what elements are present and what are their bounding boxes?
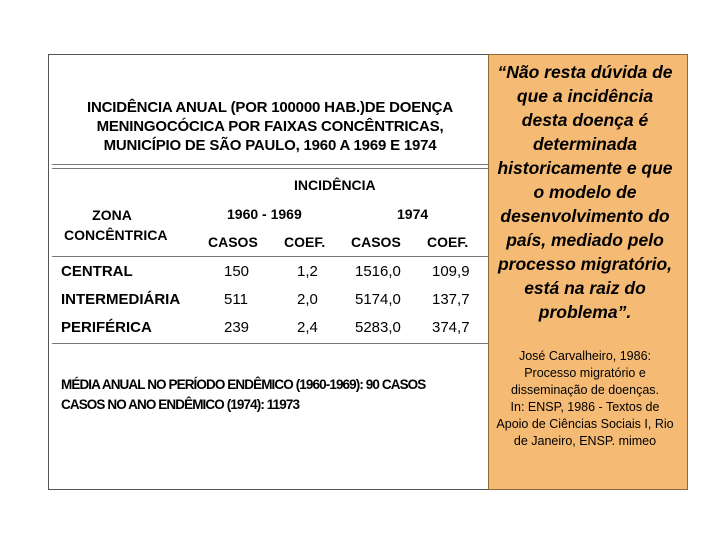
quote-line: que a incidência [516,86,654,106]
cell-casos-1: 239 [224,319,250,336]
incidence-header: INCIDÊNCIA [294,177,376,193]
period-1-header: 1960 - 1969 [227,206,302,222]
quote-line: o modelo de [533,182,637,202]
col-casos-2: CASOS [351,234,401,250]
quote-line: desta doença é [521,110,649,130]
cell-coef-1: 1,2 [297,263,318,280]
quote-line: “Não resta dúvida de [497,62,673,82]
divider-top [52,164,488,165]
cell-coef-2: 109,9 [432,263,470,280]
citation-line: José Carvalheiro, 1986: [518,349,652,363]
citation-line: disseminação de doenças. [510,383,659,397]
quote-text [482,60,688,324]
cell-coef-2: 137,7 [432,291,470,308]
cell-coef-2: 374,7 [432,319,470,336]
zone-header [64,205,168,245]
quote-line: processo migratório, [497,254,673,274]
row-zone: PERIFÉRICA [61,319,152,336]
col-casos-1: CASOS [208,234,258,250]
citation-line: de Janeiro, ENSP. mimeo [513,434,657,448]
zone-header-line: ZONA [92,207,132,223]
cell-casos-2: 1516,0 [355,263,401,280]
citation-line: Apoio de Ciências Sociais I, Rio [496,417,674,431]
cell-casos-1: 150 [224,263,250,280]
table-title [52,98,488,155]
col-coef-1: COEF. [284,234,326,250]
citation-line: In: ENSP, 1986 - Textos de [510,400,660,414]
footer-line: CASOS NO ANO ENDÊMICO (1974): 11973 [61,397,300,412]
quote-line: país, mediado pelo [506,230,664,250]
cell-coef-1: 2,0 [297,291,318,308]
quote-line: desenvolvimento do [500,206,670,226]
table-title-line: MUNICÍPIO DE SÃO PAULO, 1960 A 1969 E 1974 [103,137,437,154]
cell-casos-2: 5174,0 [355,291,401,308]
quote-line: está na raiz do [524,278,646,298]
cell-casos-2: 5283,0 [355,319,401,336]
row-zone: INTERMEDIÁRIA [61,291,181,308]
table-title-line: INCIDÊNCIA ANUAL (POR 100000 HAB.)DE DOENÇA [87,99,453,116]
zone-header-line: CONCÊNTRICA [64,227,168,243]
citation-line: Processo migratório e [524,366,646,380]
col-coef-2: COEF. [427,234,469,250]
divider-header [52,256,488,257]
quote-line: historicamente e que [497,158,673,178]
table-title-line: MENINGOCÓCICA POR FAIXAS CONCÊNTRICAS, [96,118,444,135]
divider-bottom [52,343,488,344]
row-zone: CENTRAL [61,263,133,280]
divider-top-2 [52,168,488,169]
cell-coef-1: 2,4 [297,319,318,336]
cell-casos-1: 511 [224,291,248,308]
quote-line: problema”. [538,302,632,322]
period-2-header: 1974 [397,206,429,222]
citation-text [482,348,688,450]
quote-line: determinada [532,134,638,154]
footer-text [61,375,425,415]
footer-line: MÉDIA ANUAL NO PERÍODO ENDÊMICO (1960-1969): 90 CASOS [61,377,426,392]
